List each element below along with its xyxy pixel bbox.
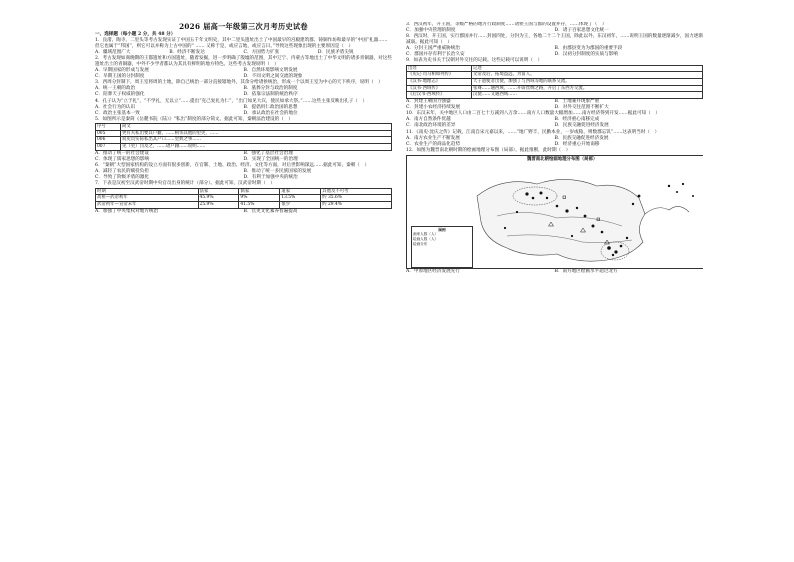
option: B．民族交融促进经济发展 [554, 135, 609, 141]
option: C．封建小农经济持续发展 [406, 105, 461, 111]
table-row [407, 65, 703, 72]
table-cell: 法家 [198, 188, 239, 195]
option: B．提倡用仁政治国的思想 [243, 104, 298, 110]
table-row [96, 130, 392, 137]
table-row [407, 79, 703, 86]
table-row [96, 188, 392, 195]
table-qinjian [95, 123, 392, 150]
option: D．民族交融促进经济发展 [554, 123, 609, 129]
map-legend [411, 226, 473, 268]
option: B．自然环境影响文明发展 [243, 68, 298, 74]
question-11: 11．《南史·沈庆之传》记载，江南自宋元嘉以来，……“地广野丰，民勤本业，一岁或稔，则数郡忘饥”……这表明当时（ ） [406, 129, 660, 135]
option: A．减轻了农民的赋役负担 [95, 169, 149, 175]
question-4: 4．孔子认为“立于礼”，“不学礼，无以立”……提出“克己复礼为仁”，“出门如见大宾，使民如承大祭。”……这些主张反映出孔子（ ） [95, 98, 368, 104]
option: D．诸子百家思想文化统一 [554, 28, 609, 34]
table-row [407, 85, 703, 92]
table-cell: 说史员实际私出其户口……里典之事…… [121, 137, 392, 144]
question-3-options [95, 86, 392, 98]
table-records [406, 65, 703, 99]
exam-title: 2026 届高一年级第三次月考历史试卷 [179, 22, 308, 31]
table-cell: 其他及不可考 [321, 188, 392, 195]
table-cell: 道家 [280, 188, 321, 195]
table-cell: 005 [96, 130, 121, 137]
option: A．分封王国严重威胁统治 [406, 46, 460, 52]
table-cell: 张骞……通西域，……开辟丝绸之路，开启了东西方交流。 [472, 85, 703, 92]
option: D．不同文明之间交流的现象 [243, 74, 303, 80]
option: C．方国势力扩张 [243, 50, 280, 56]
table-cell: 汉使……又通西域…… [472, 92, 703, 99]
table-row [96, 202, 392, 209]
table-row [407, 92, 703, 99]
left-column [95, 22, 392, 480]
table-cell: 007 [96, 143, 121, 150]
option: B．强化了基层社会治理 [243, 151, 293, 157]
option: C．加强中央管理的制度 [406, 28, 456, 34]
table-cell: 记述 [472, 65, 703, 72]
option: B．南方地区绘画水平超过北方 [554, 268, 618, 274]
question-7-options [95, 209, 392, 215]
table-row [96, 195, 392, 202]
table-officials [95, 188, 392, 209]
question-4-options [95, 105, 392, 117]
question-10-options [406, 117, 703, 129]
legend-item: 绘画分布 [413, 241, 428, 246]
table-cell: 《史记·司马相如列传》 [407, 72, 472, 79]
option: C．郡国并存有利于长治久安 [406, 52, 465, 58]
table-cell: 约 35.6% [321, 195, 392, 202]
question-9-options [406, 99, 703, 111]
table-cell: 高祖—武帝初年 [96, 195, 199, 202]
option: C．政治主张基本一致 [95, 110, 140, 116]
question-10: 10．东汉末年，关中地区人口由二百七十万减到八万余……南方人口数量大幅增加……南方经济得到开发……据此可知（ ） [406, 111, 660, 117]
table-cell: 006 [96, 137, 121, 144]
table-cell: 13.5% [280, 195, 321, 202]
table-cell: 序号 [96, 124, 121, 131]
table-cell: 武帝初年—宣帝末年 [96, 202, 199, 209]
question-9: 9．如表为史书关于汉朝对外交往的记载。这些记载可以说明（ ） [406, 58, 543, 64]
question-2-options [95, 68, 392, 80]
table-cell: 45.9% [198, 195, 239, 202]
option: A．南方自然条件优越 [406, 117, 451, 123]
option: B．经济不断发达 [169, 50, 205, 56]
table-cell: 《汉书·西域传》 [407, 85, 472, 92]
table-cell: 文帝及后，拓境益远，为富人。 [472, 72, 703, 79]
option: A．中原地区经济发展先行 [406, 268, 460, 274]
option: C．陪葬天子权威的强化 [95, 92, 145, 98]
option: C．农业生产的商品化趋势 [406, 141, 461, 147]
option: D．对外交往范围不断扩大 [554, 105, 609, 111]
option: C．体现了儒家思想的影响 [95, 157, 150, 163]
option: C．南北政治环境的差异 [406, 123, 456, 129]
table-cell: 出处 [407, 65, 472, 72]
option: B．墓葬分封与政治的制度 [243, 86, 298, 92]
option: A．统一王朝的政治 [95, 86, 136, 92]
option: D．承认政治在社会的地位 [243, 110, 298, 116]
question-6: 6．“秦朝”大型国家机构的设立方面有很多创新，在官制、土地、政治、经济、文化等方面，对后世影响深远……据此可知，秦朝（ ） [95, 163, 370, 169]
table-cell: 天子遣使者出使，加强了与西域等地的联系交流。 [472, 79, 703, 86]
table-cell: 简文 [121, 124, 392, 131]
question-3: 3．西周分封制下，周王室将周的土地，除自己统治一部分直接辖地外，其余分给诸侯统治，形成一个以周王室为中心的天下秩序，说明（ ） [95, 80, 383, 86]
table-cell: 更有夫私出要其户籍，……相邻其他的里吏，…… [121, 130, 392, 137]
option: A．南方农业生产不断发展 [406, 135, 460, 141]
table-cell: 约 29.4% [321, 202, 392, 209]
option: B．土地兼并现象严重 [554, 99, 600, 105]
option: D．实现了全国统一的治理 [243, 157, 298, 163]
exam-page [95, 22, 703, 480]
question-5-options [95, 151, 392, 163]
option: D．依靠宗法制的统治秩序 [243, 92, 298, 98]
option: B．官吏文化素养普遍提高 [243, 209, 298, 215]
table-cell: 《后汉书·西域传》 [407, 92, 472, 99]
table-cell: 9% [239, 195, 280, 202]
map-title: 魏晋南北朝绘画地理分布图（局部） [527, 156, 598, 162]
legend-item: 画家人数（人） [413, 232, 439, 237]
option: D．经济重心开始南移 [554, 141, 600, 147]
option: A．疆域范围广大 [95, 50, 131, 56]
option: C．早期王国的分封制度 [95, 74, 145, 80]
option: C．导致了阶级矛盾的激化 [95, 175, 150, 181]
option: D．民族矛盾尖锐 [317, 50, 354, 56]
option: A．推动了统一的社会建设 [95, 151, 149, 157]
question-11-options [406, 136, 703, 148]
question-7: 7．下表是汉初至汉武帝时期中央官员出身的统计（部分）。据此可知，汉武帝时期（ ） [95, 181, 275, 187]
table-cell: 见（吏）罚及之，……诸户籍……说明…… [121, 143, 392, 150]
table-row [407, 72, 703, 79]
question-1-cont: 但它也属于“邦国”，则它可以并称为上古中国的“ …… 又称于是，或应言地，或应言曰。”导致这些现象出现的主要原因是（ ） [95, 44, 354, 50]
table-cell: 时期 [96, 188, 199, 195]
table-row [96, 137, 392, 144]
table-cell: 《汉书·地理志》 [407, 79, 472, 86]
table-row [96, 124, 392, 131]
legend-title: 图例 [438, 227, 446, 232]
option: A．早期国家的形成与发展 [95, 68, 149, 74]
question-12: 12．如图为魏晋南北朝时期的绘画地理分布图（局部），据此推断，此时期（ ） [406, 147, 571, 153]
option: B．经济重心南移完成 [554, 117, 600, 123]
table-cell: 很少 [280, 202, 321, 209]
question-7-cont: 3．西汉初年，开王国，等级严格的地方行政制度……诸侯王国与郡的设置并存，……体现了（ ） [406, 22, 607, 27]
legend-item: 绘画人数（人） [413, 236, 439, 241]
question-8: 8．西汉时，开王国，实行郡国并行……封国四处，分封为王，各地二十二个王国，除此以外，东汉初年，……说明王国的数量逐渐减少，国力逐渐减弱。据此可知（ ） [406, 34, 703, 46]
option: A．社会行为的认识 [95, 104, 136, 110]
option: B．推动了统一多民族国家的发展 [243, 169, 312, 175]
option: B．由郡县变为为郡国的重要手段 [554, 46, 623, 52]
painting-distribution-map [406, 155, 703, 269]
option: D．汉初分封制度的实质与影响 [554, 52, 618, 58]
question-12-options [406, 269, 703, 275]
option: A．封建王朝国力强盛 [406, 99, 451, 105]
option: D．有利于加强中央的统治 [243, 175, 298, 181]
right-column [406, 22, 703, 480]
section-heading: 一、选择题（每小题 2 分，共 48 分） [95, 32, 176, 37]
option: A．加强了中央集权对地方统治 [95, 209, 159, 215]
table-cell: 25.9% [198, 202, 239, 209]
question-8-options [406, 46, 703, 58]
question-1: 1．良渚、陶寺、二里头等考古发现实证了中国五千年文明史，其中二里头遗址出土了中国最早的宫殿建筑群、铸铜作坊和最早的“中国”礼器…… [95, 38, 388, 44]
table-cell: 儒家 [239, 188, 280, 195]
question-2: 2．考古发现如商晚期的王都遗址和方国遗址，随着发掘，进一步明确了殷墟的范围，其中辽宁、内蒙古等地出土了中华文明的诸多青铜器，对这些遗址出土的青铜器，中外不少学者都认为其具有鲜明的地方特色。这些考古发现说明（ ） [95, 56, 392, 68]
question-5: 5．如图所示是秦简《岳麓书院（陆）》"私出”制度的部分简文。据此可知，秦朝法治建设的（ ） [95, 116, 294, 122]
table-row [96, 143, 392, 150]
question-6-options [95, 169, 392, 181]
table-cell: 41.5% [239, 202, 280, 209]
